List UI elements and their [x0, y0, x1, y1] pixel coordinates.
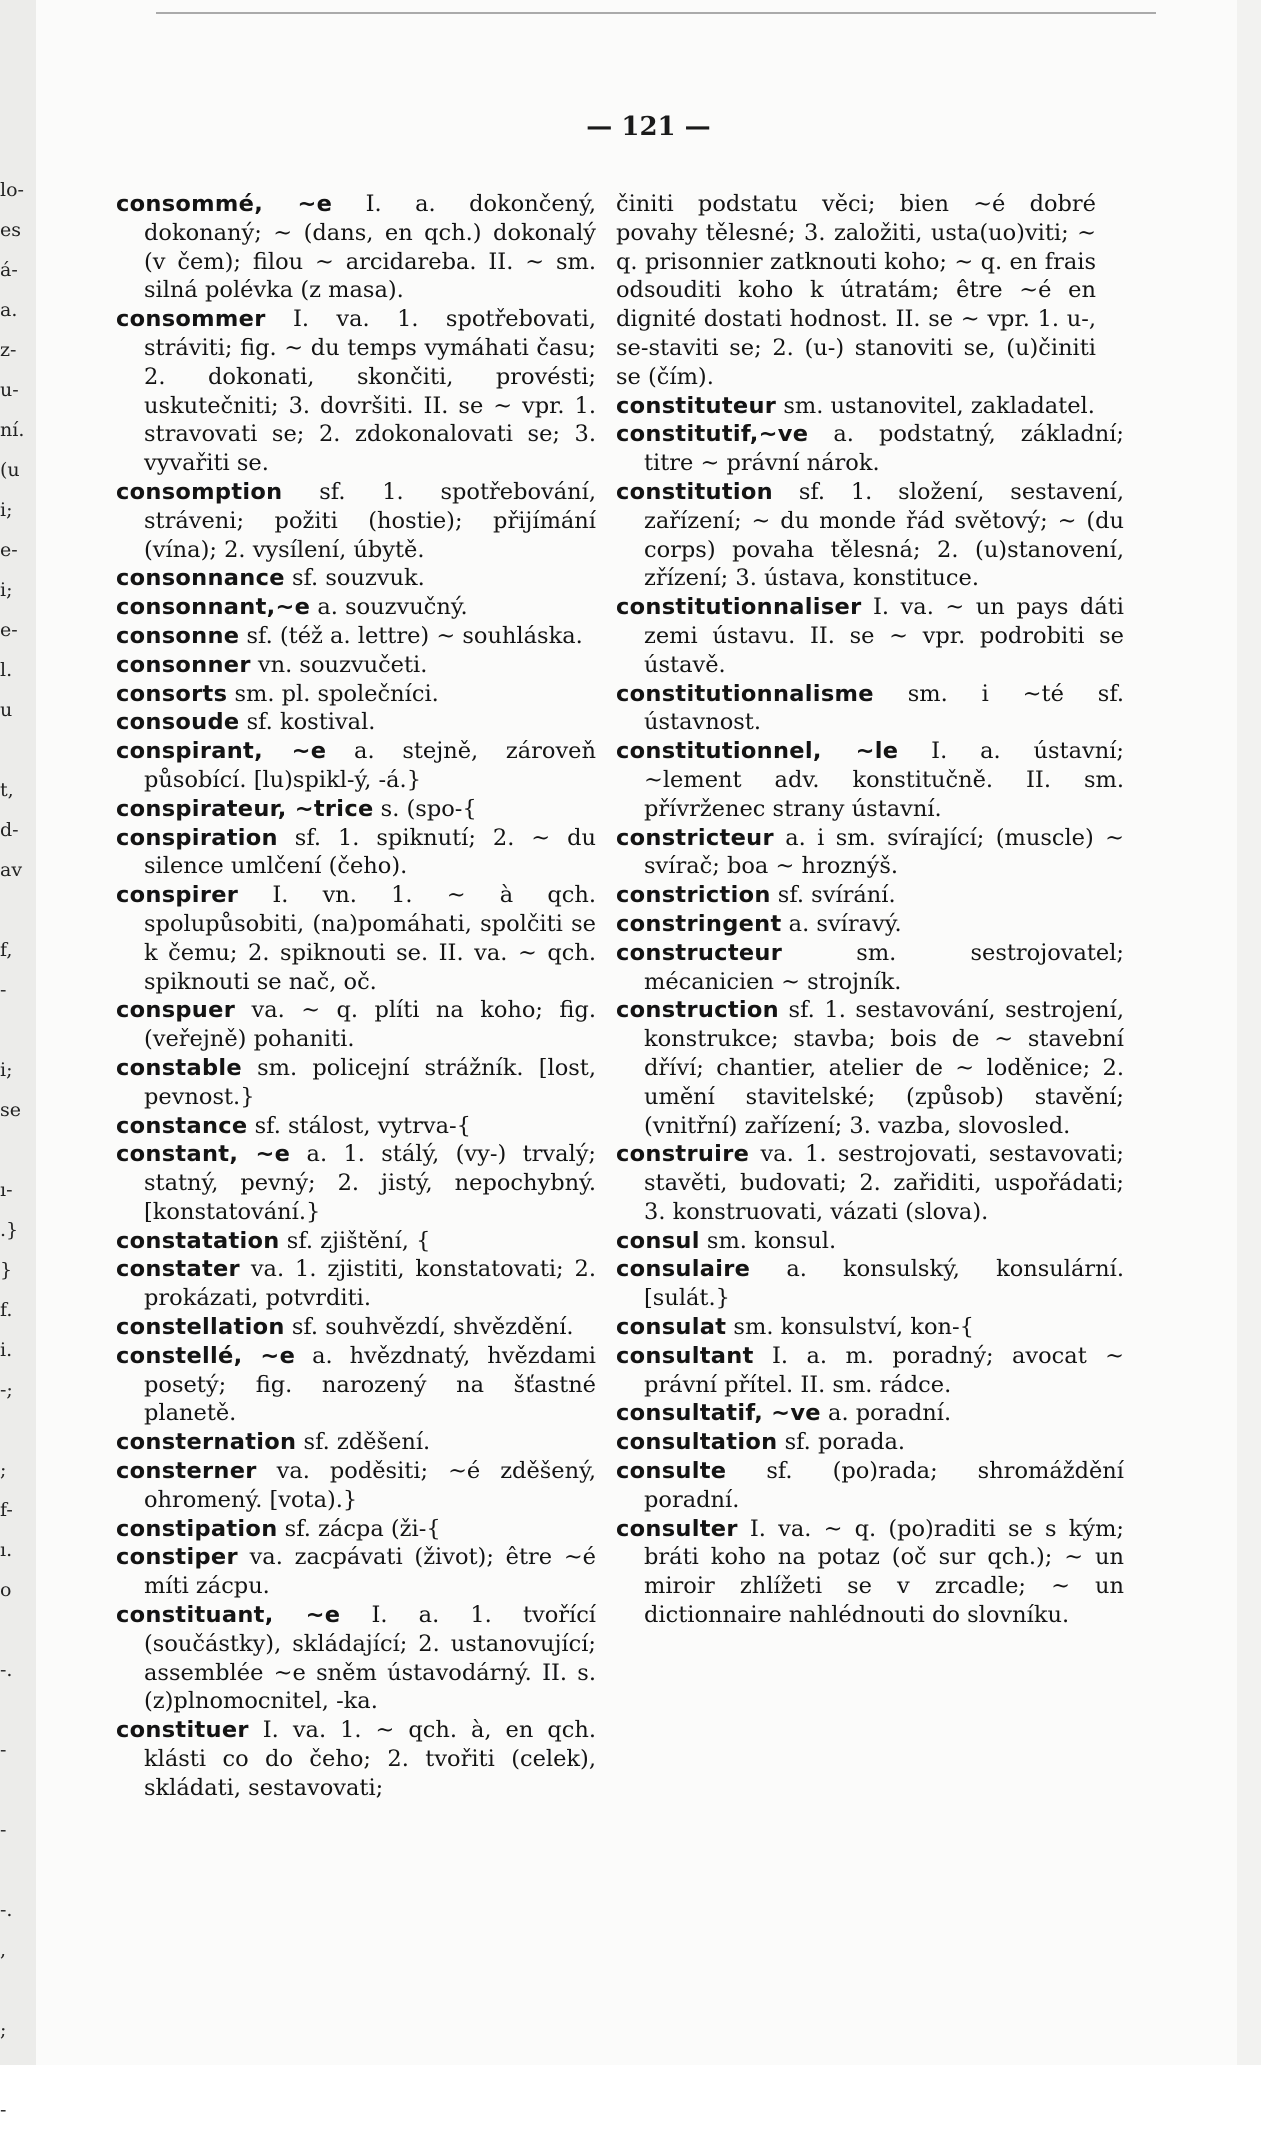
headword: consorts	[116, 680, 228, 707]
dictionary-entry	[616, 478, 1124, 593]
definition: I. a. ústavní; ~lement adv. konstitučně. II. sm. přívrženec strany ústavní.	[644, 738, 1124, 822]
definition: a. stejně, zároveň působící. [lu)spikl-ý, -á.}	[144, 738, 596, 793]
headword: constitutif,~ve	[616, 421, 809, 448]
definition: vn. souzvučeti.	[250, 651, 428, 678]
headword: conspirant, ~e	[116, 738, 327, 765]
dictionary-entry	[116, 1112, 596, 1141]
headword: consommer	[116, 306, 266, 333]
definition: I. vn. 1. ~ à qch. spolupůsobiti, (na)pomáhati, spolčiti se k čemu; 2. spiknouti se. II. va. ~ qch. spiknouti se nač, oč.	[144, 882, 596, 995]
definition: a. podstatný, základní; titre ~ právní nárok.	[644, 421, 1124, 477]
headword: consulaire	[616, 1256, 751, 1283]
headword: constitutionnel, ~le	[616, 738, 899, 765]
headword: consulte	[616, 1458, 727, 1485]
definition: sf. zácpa (ži-{	[277, 1515, 441, 1542]
headword: consulter	[616, 1515, 738, 1542]
definition: I. a. 1. tvořící (součástky), skládající; 2. ustanovující; assemblée ~e sněm ústavodárný. II. s. (z)plnomocnitel, -ka.	[144, 1602, 596, 1715]
headword: constant, ~e	[116, 1141, 291, 1168]
definition: sf. zjištění, {	[279, 1227, 431, 1254]
definition: sm. konsulství, kon-{	[726, 1314, 974, 1341]
headword: consoude	[116, 709, 240, 736]
dictionary-entry	[116, 564, 596, 593]
headword: consulat	[616, 1314, 727, 1341]
dictionary-entry	[116, 190, 596, 305]
headword: constringent	[616, 910, 782, 937]
page-number: — 121 —	[586, 112, 711, 142]
definition: a. konsulský, konsulární. [sulát.}	[644, 1256, 1124, 1312]
dictionary-entry	[116, 1601, 596, 1716]
definition: sf. (též a. lettre) ~ souhláska.	[239, 622, 583, 649]
previous-page-fragments: lo- es á- a. z- u- ní. (u i; e- i; e- l. u t, d- av f, - i; se ı- .} } f. i. -; ; f- ı. o -. - - -. , ; -	[0, 179, 25, 2121]
definition: s. (spo-{	[373, 795, 477, 822]
dictionary-entry	[116, 593, 596, 622]
headword: constable	[116, 1054, 242, 1081]
dictionary-entry	[616, 680, 1124, 738]
definition: a. hvězdnatý, hvězdami posetý; fig. narozený na šťastné planetě.	[144, 1342, 596, 1427]
headword: conspirateur, ~trice	[116, 795, 374, 822]
definition: a. poradní.	[820, 1400, 952, 1427]
headword: constituant, ~e	[116, 1602, 341, 1629]
dictionary-entry	[116, 1054, 596, 1112]
definition: I. va. 1. ~ qch. à, en qch. klásti co do čeho; 2. tvořiti (celek), skládati, sestavovati;	[144, 1717, 596, 1801]
definition: sm. sestrojovatel; mécanicien ~ strojník.	[644, 939, 1124, 995]
left-column	[116, 190, 596, 1803]
headword: consultation	[616, 1429, 778, 1456]
dictionary-entry	[116, 824, 596, 882]
definition: sf. 1. spiknutí; 2. ~ du silence umlčení (čeho).	[144, 824, 596, 880]
dictionary-entry	[116, 478, 596, 564]
definition: va. 1. zjistiti, konstatovati; 2. prokázati, potvrditi.	[144, 1256, 596, 1312]
definition: sm. policejní strážník. [lost, pevnost.}	[144, 1054, 596, 1110]
definition: a. svíravý.	[781, 910, 902, 937]
dictionary-entry	[616, 1313, 1124, 1342]
dictionary-entry	[616, 737, 1124, 823]
definition: sf. souhvězdí, shvězdění.	[284, 1314, 574, 1341]
dictionary-entry	[616, 1457, 1124, 1515]
dictionary-entry	[116, 1313, 596, 1342]
headword: constricteur	[616, 824, 774, 851]
dictionary-entry	[116, 1515, 596, 1544]
dictionary-entry	[616, 1428, 1124, 1457]
headword: constater	[116, 1256, 240, 1283]
dictionary-entry	[116, 881, 596, 996]
headword: constituteur	[616, 392, 777, 419]
headword: conspirer	[116, 882, 239, 909]
definition: va. poděsiti; ~é zděšený, ohromený. [vota).}	[144, 1458, 596, 1513]
definition: sf. 1. sestavování, sestrojení, konstrukce; stavba; bois de ~ stavební dříví; chantier, atelier de ~ loděnice; 2. umění stavitelské; (způsob) stavění; (vnitřní) zařízení; 3. vazba, slovosled.	[644, 997, 1124, 1139]
dictionary-entry	[116, 622, 596, 651]
dictionary-entry	[116, 651, 596, 680]
headword: consomption	[116, 478, 283, 505]
definition: a. 1. stálý, (vy-) trvalý; statný, pevný; 2. jistý, nepochybný. [konstatování.}	[144, 1141, 596, 1225]
headword: constellation	[116, 1314, 285, 1341]
definition: I. va. ~ q. (po)raditi se s kým; bráti koho na potaz (oč sur qch.); ~ un miroir zhlížeti se v zrcadle; ~ un dictionnaire nahlédnouti do slovníku.	[644, 1515, 1124, 1629]
dictionary-entry	[116, 1543, 596, 1601]
definition: a. i sm. svírající; (muscle) ~ svírač; boa ~ hroznýš.	[644, 824, 1124, 880]
headword: constitutionnalisme	[616, 680, 874, 707]
dictionary-entry	[616, 1255, 1124, 1313]
headword: consterner	[116, 1458, 257, 1485]
headword: construction	[616, 997, 779, 1024]
definition: sf. porada.	[777, 1429, 906, 1456]
headword: constance	[116, 1112, 248, 1139]
headword: constituer	[116, 1717, 249, 1744]
dictionary-entry	[616, 1227, 1124, 1256]
headword: consternation	[116, 1429, 297, 1456]
headword: consonne	[116, 622, 240, 649]
dictionary-entry	[616, 1399, 1124, 1428]
dictionary-entry	[116, 996, 596, 1054]
dictionary-entry	[116, 1140, 596, 1226]
headword: constitution	[616, 478, 773, 505]
headword: constitutionnaliser	[616, 594, 862, 621]
definition: sf. (po)rada; shromáždění poradní.	[644, 1458, 1124, 1513]
dictionary-entry	[616, 593, 1124, 679]
definition: sf. souzvuk.	[284, 565, 425, 592]
headword: consonnant,~e	[116, 594, 311, 621]
definition: va. zacpávati (život); être ~é míti zácpu.	[144, 1544, 596, 1600]
top-rule	[156, 12, 1156, 14]
right-column	[616, 190, 1124, 1630]
dictionary-entry	[116, 1342, 596, 1428]
headword: constellé, ~e	[116, 1342, 296, 1369]
previous-page-edge	[0, 0, 39, 2121]
dictionary-entry	[116, 1428, 596, 1457]
definition: I. a. m. poradný; avocat ~ právní přítel. II. sm. rádce.	[644, 1342, 1124, 1398]
dictionary-entry	[116, 1457, 596, 1515]
dictionary-entry	[116, 1716, 596, 1802]
definition: I. a. dokončený, dokonaný; ~ (dans, en qch.) dokonalý (v čem); filou ~ arcidareba. II. ~ sm. silná polévka (z masa).	[144, 191, 596, 304]
dictionary-entry	[616, 824, 1124, 882]
headword: constructeur	[616, 939, 783, 966]
dictionary-entry	[116, 737, 596, 795]
definition: sf. stálost, vytrva-{	[247, 1112, 471, 1139]
headword: consultatif, ~ve	[616, 1400, 821, 1427]
headword: construire	[616, 1141, 750, 1168]
dictionary-page	[36, 0, 1261, 2065]
page-edge-shadow	[1237, 0, 1261, 2065]
definition: I. va. 1. spotřebovati, stráviti; fig. ~ du temps vymáhati času; 2. dokonati, skončiti, provésti; uskutečniti; 3. dovršiti. II. se ~ vpr. 1. stravovati se; 2. zdokonalovati se; 3. vyvařiti se.	[144, 306, 596, 477]
headword: consonnance	[116, 565, 285, 592]
definition: sm. ustanovitel, zakladatel.	[776, 392, 1095, 419]
definition: sf. 1. složení, sestavení, zařízení; ~ du monde řád světový; ~ (du corps) povaha tělesná; 2. (u)stanovení, zřízení; 3. ústava, konstituce.	[644, 478, 1124, 592]
headword: constatation	[116, 1227, 280, 1254]
definition: sf. svírání.	[770, 882, 896, 909]
headword: constiper	[116, 1544, 238, 1571]
definition: činiti podstatu věci; bien ~é dobré povahy tělesné; 3. založiti, usta(uo)viti; ~ q. prisonnier zatknouti koho; ~ q. en frais odsouditi koho k útratám; être ~é en dignité dostati hodnost. II. se ~ vpr. 1. u-, se-staviti se; 2. (u-) stanoviti se, (u)činiti se (čím).	[616, 191, 1096, 390]
dictionary-entry	[616, 910, 1124, 939]
dictionary-entry	[616, 190, 1096, 392]
headword: conspiration	[116, 824, 278, 851]
definition: I. va. ~ un pays dáti zemi ústavu. II. se ~ vpr. podrobiti se ústavě.	[644, 594, 1124, 678]
definition: sm. i ~té sf. ústavnost.	[644, 680, 1124, 736]
definition: a. souzvučný.	[310, 594, 468, 621]
dictionary-entry	[616, 1342, 1124, 1400]
dictionary-entry	[616, 1140, 1124, 1226]
dictionary-entry	[116, 708, 596, 737]
headword: consultant	[616, 1342, 754, 1369]
dictionary-entry	[116, 680, 596, 709]
dictionary-entry	[616, 996, 1124, 1140]
definition: va. ~ q. plíti na koho; fig. (veřejně) pohaniti.	[144, 997, 596, 1053]
definition: sf. zděšení.	[296, 1429, 431, 1456]
dictionary-entry	[616, 420, 1124, 478]
dictionary-entry	[116, 795, 596, 824]
headword: consonner	[116, 651, 251, 678]
dictionary-entry	[616, 881, 1124, 910]
definition: sf. kostival.	[239, 709, 376, 736]
dictionary-entry	[116, 1255, 596, 1313]
headword: conspuer	[116, 997, 236, 1024]
dictionary-entry	[116, 1227, 596, 1256]
dictionary-entry	[116, 305, 596, 478]
headword: constipation	[116, 1515, 278, 1542]
headword: consommé, ~e	[116, 191, 333, 217]
definition: sm. konsul.	[699, 1227, 837, 1254]
definition: sf. 1. spotřebování, stráveni; požiti (hostie); přijímání (vína); 2. vysílení, úbytě.	[144, 478, 596, 563]
dictionary-entry	[616, 939, 1124, 997]
definition: va. 1. sestrojovati, sestavovati; stavěti, budovati; 2. zařiditi, uspořádati; 3. konstruovati, vázati (slova).	[644, 1141, 1124, 1225]
dictionary-entry	[616, 392, 1124, 421]
definition: sm. pl. společníci.	[227, 680, 439, 707]
dictionary-entry	[616, 1515, 1124, 1630]
headword: consul	[616, 1227, 700, 1254]
headword: constriction	[616, 882, 771, 909]
